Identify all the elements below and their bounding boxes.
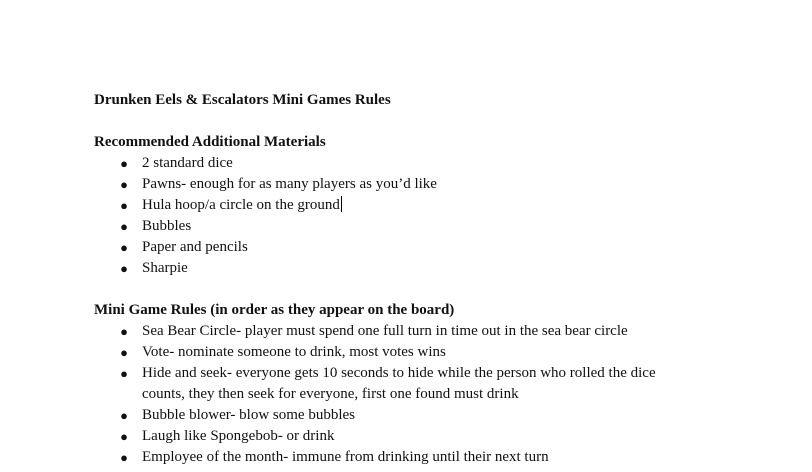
blank-line xyxy=(94,111,794,132)
document-title: Drunken Eels & Escalators Mini Games Rules xyxy=(94,92,391,108)
list-item-text: Sharpie xyxy=(142,260,188,276)
list-item xyxy=(94,195,794,216)
bullet-icon: ● xyxy=(120,450,128,465)
document-body[interactable] xyxy=(94,90,794,468)
blank-line xyxy=(94,279,794,300)
list-item-text: Paper and pencils xyxy=(142,239,248,255)
rules-heading: Mini Game Rules (in order as they appear on the board) xyxy=(94,302,455,318)
bullet-icon: ● xyxy=(120,408,128,423)
list-item-text: Bubbles xyxy=(142,218,192,234)
list-item-text: 2 standard dice xyxy=(142,155,233,171)
list-item-text: Vote- nominate someone to drink, most votes wins xyxy=(142,344,446,360)
list-item-text: Hula hoop/a circle on the ground xyxy=(142,197,340,213)
list-item-text: Bubble blower- blow some bubbles xyxy=(142,407,356,423)
list-item-text: Pawns- enough for as many players as you’d like xyxy=(142,176,437,192)
list-item xyxy=(94,405,794,426)
text-cursor xyxy=(341,196,342,212)
list-item-text: Laugh like Spongebob- or drink xyxy=(142,428,335,444)
bullet-icon: ● xyxy=(120,261,128,276)
list-item xyxy=(94,426,794,447)
list-item xyxy=(94,447,794,468)
list-item xyxy=(94,321,794,342)
list-item xyxy=(94,342,794,363)
bullet-icon: ● xyxy=(120,219,128,234)
bullet-icon: ● xyxy=(120,429,128,444)
list-item-text: Hide and seek- everyone gets 10 seconds to hide while the person who rolled the dice counts, they then seek for everyone, first one found must drink xyxy=(142,365,656,402)
list-item xyxy=(94,237,794,258)
list-item-text: Sea Bear Circle- player must spend one full turn in time out in the sea bear circle xyxy=(142,323,628,339)
bullet-icon: ● xyxy=(120,345,128,360)
bullet-icon: ● xyxy=(120,156,128,171)
list-item xyxy=(94,216,794,237)
bullet-icon: ● xyxy=(120,177,128,192)
bullet-icon: ● xyxy=(120,366,128,381)
list-item xyxy=(94,174,794,195)
list-item xyxy=(94,363,702,405)
bullet-icon: ● xyxy=(120,240,128,255)
bullet-icon: ● xyxy=(120,198,128,213)
list-item-text: Employee of the month- immune from drinking until their next turn xyxy=(142,449,549,465)
rules-list xyxy=(94,321,794,468)
list-item xyxy=(94,258,794,279)
list-item xyxy=(94,153,794,174)
bullet-icon: ● xyxy=(120,324,128,339)
materials-list xyxy=(94,153,794,279)
materials-heading: Recommended Additional Materials xyxy=(94,134,326,150)
